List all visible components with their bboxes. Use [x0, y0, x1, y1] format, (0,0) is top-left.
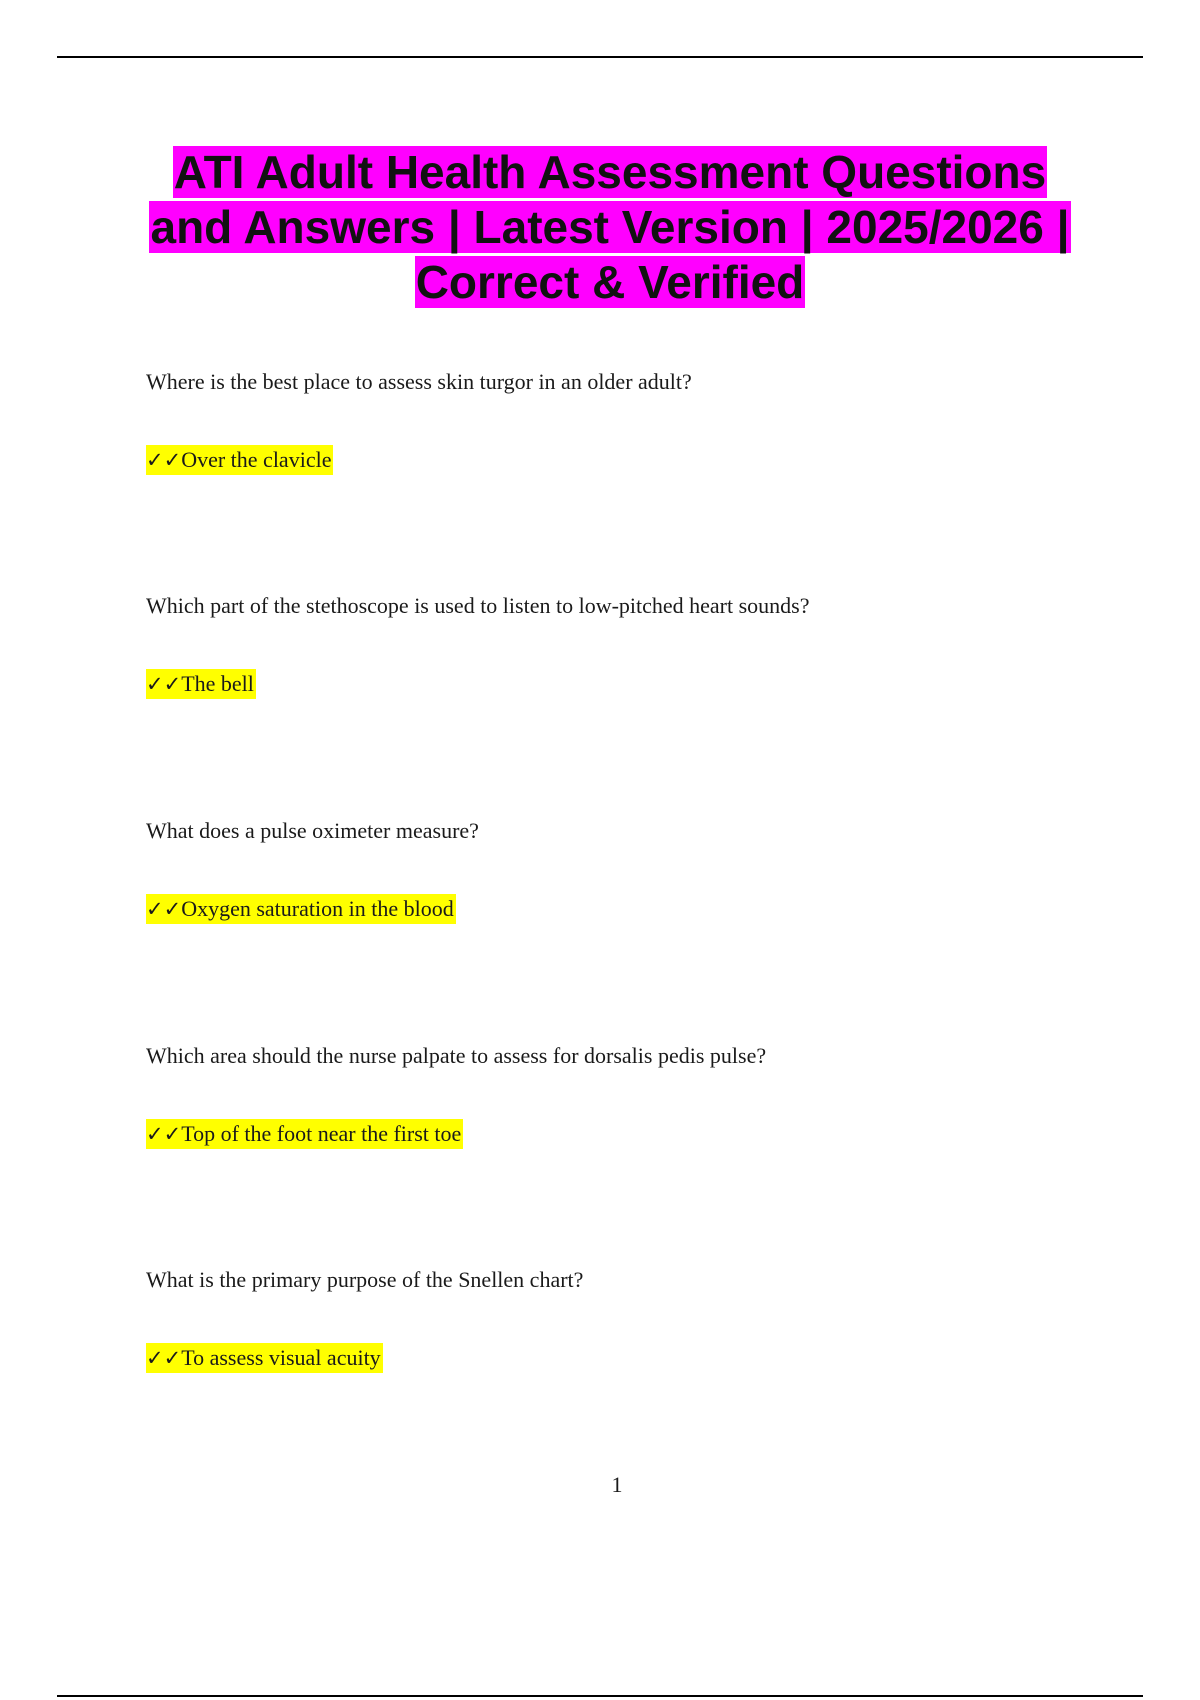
answer-2-text: The bell [181, 671, 254, 696]
answer-3-text: Oxygen saturation in the blood [181, 896, 454, 921]
answer-1 [146, 444, 333, 476]
qa-item-2 [146, 593, 1146, 696]
page-number: 1 [611, 1472, 623, 1497]
answer-2 [146, 668, 256, 700]
question-4: Which area should the nurse palpate to assess for dorsalis pedis pulse? [146, 1043, 767, 1068]
document-title-text: ATI Adult Health Assessment Questions and Answers | Latest Version | 2025/2026 | Correct & Verified [150, 146, 1070, 308]
qa-item-3 [146, 818, 1146, 921]
checkmark-icon: ✓✓ [146, 1346, 182, 1370]
answer-1-text: Over the clavicle [181, 447, 332, 472]
answer-5 [146, 1342, 383, 1374]
answer-4 [146, 1118, 463, 1150]
document-title [130, 145, 1090, 310]
qa-item-1 [146, 369, 1146, 472]
checkmark-icon: ✓✓ [146, 672, 182, 696]
checkmark-icon: ✓✓ [146, 1122, 182, 1146]
question-3: What does a pulse oximeter measure? [146, 818, 479, 843]
answer-5-text: To assess visual acuity [181, 1345, 381, 1370]
answer-3 [146, 893, 456, 925]
question-1: Where is the best place to assess skin turgor in an older adult? [146, 369, 692, 394]
question-2: Which part of the stethoscope is used to listen to low-pitched heart sounds? [146, 593, 810, 618]
qa-item-5 [146, 1267, 1146, 1370]
checkmark-icon: ✓✓ [146, 897, 182, 921]
question-5: What is the primary purpose of the Snellen chart? [146, 1267, 584, 1292]
checkmark-icon: ✓✓ [146, 448, 182, 472]
qa-item-4 [146, 1043, 1146, 1146]
footer-rule [57, 1695, 1143, 1697]
answer-4-text: Top of the foot near the first toe [181, 1121, 462, 1146]
header-rule [57, 56, 1143, 58]
